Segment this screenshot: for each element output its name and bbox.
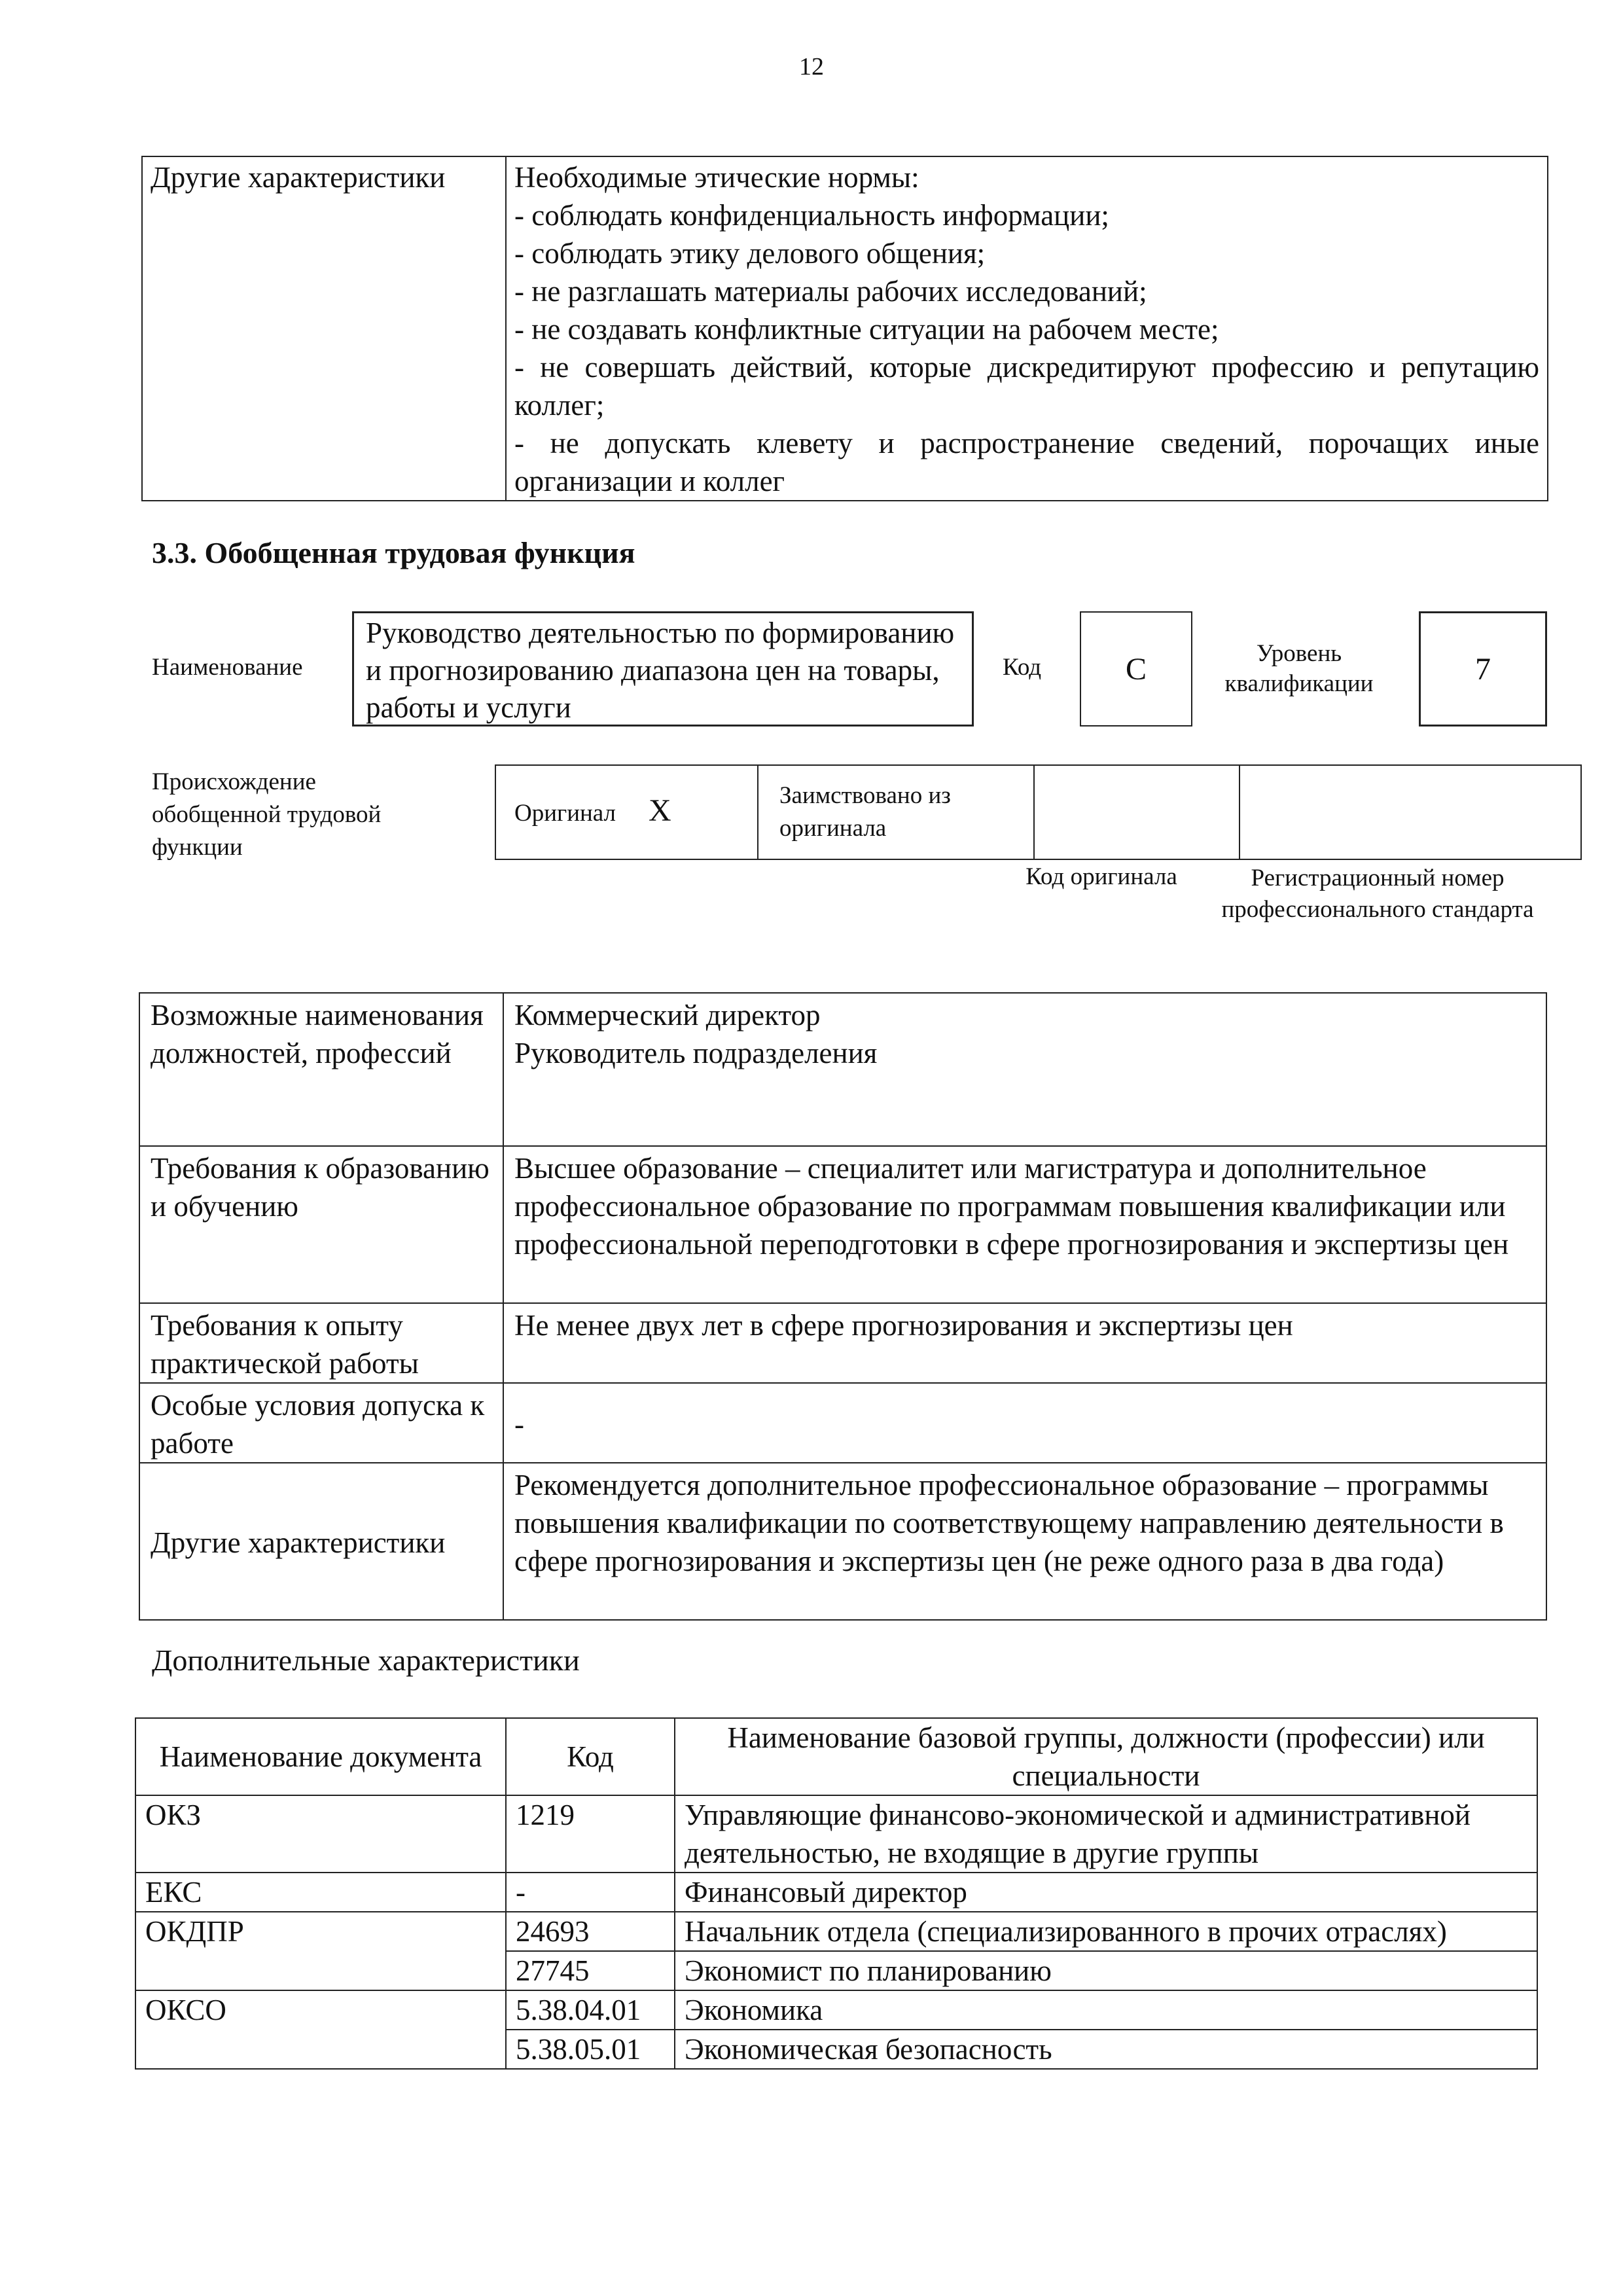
ethics-content xyxy=(506,156,1548,501)
ethics-heading: Необходимые этические нормы: xyxy=(514,161,919,194)
positions-table xyxy=(139,992,1547,1621)
table-row xyxy=(135,1795,1537,1873)
ethics-item: - соблюдать конфиденциальность информации; xyxy=(514,199,1109,232)
ethics-item: - не совершать действий, которые дискредитируют профессию и репутацию коллег; xyxy=(514,351,1539,422)
ethics-label: Другие характеристики xyxy=(142,156,506,501)
page-number: 12 xyxy=(799,53,824,81)
code-box: С xyxy=(1080,611,1192,726)
level-box: 7 xyxy=(1419,611,1547,726)
origin-table xyxy=(495,764,1582,860)
table-row xyxy=(139,1383,1546,1463)
ethics-item: - соблюдать этику делового общения; xyxy=(514,237,986,270)
name-label: Наименование xyxy=(152,654,303,681)
table-row xyxy=(139,993,1546,1146)
ethics-table xyxy=(141,156,1548,501)
row-label: Другие характеристики xyxy=(139,1463,503,1620)
header-document: Наименование документа xyxy=(135,1718,506,1795)
table-row xyxy=(139,1463,1546,1620)
doc-cell: ОКДПР xyxy=(135,1912,506,1990)
original-code-cell xyxy=(1034,765,1240,859)
name-cell: Финансовый директор xyxy=(675,1873,1537,1912)
row-label: Особые условия допуска к работе xyxy=(139,1383,503,1463)
row-line: Руководитель подразделения xyxy=(514,1037,878,1069)
code-cell: 27745 xyxy=(506,1951,675,1990)
code-cell: 1219 xyxy=(506,1795,675,1873)
code-label: Код xyxy=(1003,654,1042,681)
ethics-item: - не создавать конфликтные ситуации на рабочем месте; xyxy=(514,313,1219,346)
extra-title: Дополнительные характеристики xyxy=(152,1643,580,1677)
caption-original-code: Код оригинала xyxy=(1026,863,1177,890)
table-row xyxy=(139,1146,1546,1303)
row-value: Высшее образование – специалитет или магистратура и дополнительное профессиональное образование по программам повышения квалификации или профессиональной переподготовки в сфере прогнозирования и экспертизы цен xyxy=(503,1146,1546,1303)
header-code: Код xyxy=(506,1718,675,1795)
row-value: - xyxy=(503,1383,1546,1463)
registration-number-cell xyxy=(1240,765,1581,859)
origin-original-cell xyxy=(495,765,758,859)
code-cell: 24693 xyxy=(506,1912,675,1951)
borrowed-label: Заимствовано из оригинала xyxy=(758,765,1034,859)
ethics-item: - не разглашать материалы рабочих исследований; xyxy=(514,275,1147,308)
row-label: Требования к образованию и обучению xyxy=(139,1146,503,1303)
doc-cell: ЕКС xyxy=(135,1873,506,1912)
level-label: Уровень квалификации xyxy=(1224,640,1374,697)
function-name-box: Руководство деятельностью по формированию и прогнозированию диапазона цен на товары, работы и услуги xyxy=(352,611,974,726)
name-cell: Экономист по планированию xyxy=(675,1951,1537,1990)
row-value: Рекомендуется дополнительное профессиональное образование – программы повышения квалификации по соответствующему направлению деятельности в сфере прогнозирования и экспертизы цен (не реже одного раза в два года) xyxy=(503,1463,1546,1620)
code-cell: - xyxy=(506,1873,675,1912)
name-cell: Экономическая безопасность xyxy=(675,2030,1537,2069)
extra-characteristics-table xyxy=(135,1717,1538,2070)
origin-label: Происхождение обобщенной трудовой функции xyxy=(152,768,382,861)
code-cell: 5.38.05.01 xyxy=(506,2030,675,2069)
table-header-row xyxy=(135,1718,1537,1795)
row-value: Не менее двух лет в сфере прогнозирования и экспертизы цен xyxy=(503,1303,1546,1383)
row-line: Коммерческий директор xyxy=(514,999,821,1031)
section-title: 3.3. Обобщенная трудовая функция xyxy=(152,536,635,569)
name-cell: Управляющие финансово-экономической и административной деятельностью, не входящие в другие группы xyxy=(675,1795,1537,1873)
doc-cell: ОКЗ xyxy=(135,1795,506,1873)
code-cell: 5.38.04.01 xyxy=(506,1990,675,2030)
name-cell: Начальник отдела (специализированного в прочих отраслях) xyxy=(675,1912,1537,1951)
doc-cell: ОКСО xyxy=(135,1990,506,2069)
row-label: Требования к опыту практической работы xyxy=(139,1303,503,1383)
original-mark: Х xyxy=(649,793,671,828)
caption-registration-number: Регистрационный номер профессионального стандарта xyxy=(1221,865,1534,923)
ethics-item: - не допускать клевету и распространение сведений, порочащих иные организации и коллег xyxy=(514,427,1539,497)
table-row xyxy=(139,1303,1546,1383)
name-cell: Экономика xyxy=(675,1990,1537,2030)
table-row xyxy=(135,1912,1537,1951)
row-value xyxy=(503,993,1546,1146)
row-label: Возможные наименования должностей, профессий xyxy=(139,993,503,1146)
original-label: Оригинал xyxy=(514,800,616,827)
table-row xyxy=(135,1990,1537,2030)
header-name: Наименование базовой группы, должности (профессии) или специальности xyxy=(675,1718,1537,1795)
table-row xyxy=(135,1873,1537,1912)
